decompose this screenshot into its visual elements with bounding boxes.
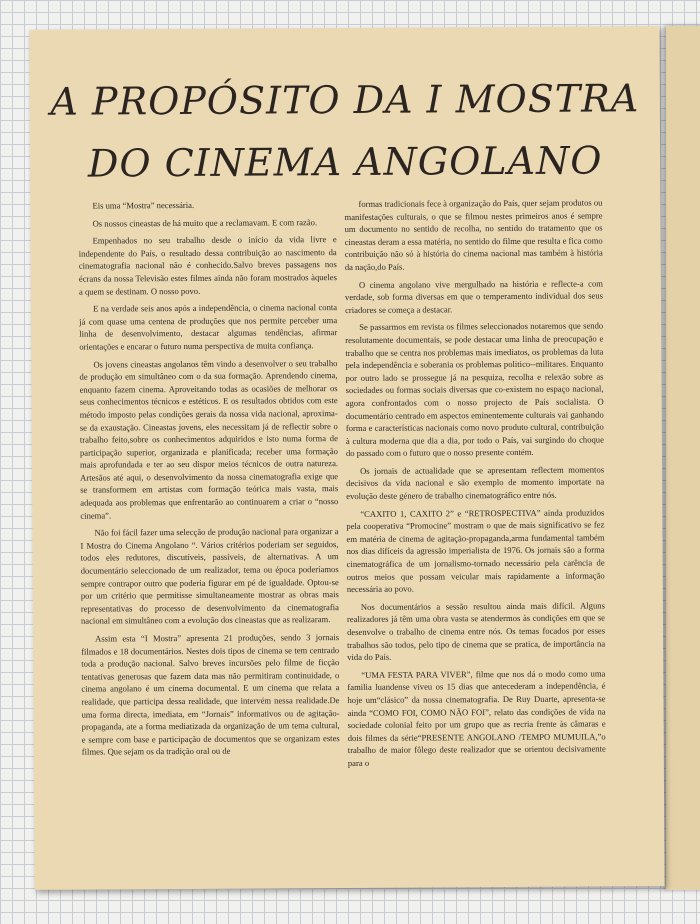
- paragraph: Nos documentários a sessão resultou ainda mais difícil. Alguns realizadores já têm uma obra vasta se atendermos às condições em que se desenvolve o trabalho de cinema entre nós. Os temas focados por esses trabalhos são todos, pelo tipo de cinema que se pratica, de importância na vida do País.: [346, 600, 606, 663]
- magazine-page: [29, 26, 664, 890]
- paragraph: Eis uma “Mostra” necessária.: [92, 199, 195, 211]
- article-title-line-2: DO CINEMA ANGOLANO: [87, 138, 603, 186]
- left-text-column: [78, 198, 339, 764]
- paragraph: formas tradicionais fece à organização do País, quer sejam produtos ou manifestações culturais, o que se filmou nestes primeiros anos é sempre um documento no sentido de recolha, no sentido do tratamento que os cineastas deram a essa matéria, no sentido do filme que resulta e fica como contribuição não só à história do cinema nacional mas também à história da nação,do País.: [344, 197, 603, 272]
- paragraph: Os jovens cineastas angolanos têm vindo a desenvolver o seu trabalho de produção em simultâneo com o da sua formação. Aprendendo cinema, enquanto fazem cinema. Aproveitando todas as ocasiões de melhorar os seus conhecimentos técnicos e estéticos. E os resultados obtidos com este método imposto pelas condições gerais da nossa vida nacional, aproxima-se da exaustação. Cineastas jovens, eles necessitam já de reflectir sobre o trabalho feito,sobre os conhecimentos adquiridos e isto numa forma de participação superior, organizada e planificada; receber uma formação mais aprofundada e ter ao seu dispor meios técnicos de outra natureza. Artesãos até aqui, o desenvolvimento da nossa cinematografia exige que se transformem em artistas com formação teórica mais vasta, mais adequada aos problemas que enfrentarão ao continuarem a criar o “nosso cinema”.: [79, 357, 339, 521]
- adjacent-page-edge: [666, 26, 700, 890]
- article-title-line-1: A PROPÓSITO DA I MOSTRA: [50, 76, 640, 124]
- paragraph: O cinema angolano vive mergulhado na história e reflecte-a com verdade, sob forma diversas em que o temperamento individual dos seus criadores se começa a destacar.: [344, 277, 604, 315]
- paragraph: Se passarmos em revista os filmes seleccionados notaremos que sendo resolutamente documentais, se pode destacar uma linha de preocupação e trabalho que se centra nos problemas mais imediatos, os problemas da luta pela independência e soberania os problemas politico--militares. Enquanto por outro lado se prossegue já na pesquiza, recolha e relexão sobre as sociedades ou formas sociais diversas que co-existem no espaço nacional, agora confrontados com o nosso projecto de País socialista. O documentário centrado em aspectos eminentemente culturais vai ganhando forma e características nacionais como novo produto cultural, contribuição à cultura moderna que dia a dia, por todo o País, vai surgindo do choque do passado com o futuro que o nosso presente contém.: [345, 320, 604, 459]
- paragraph: Os nossos cineastas de há muito que a reclamavam. E com razão.: [92, 216, 318, 229]
- paragraph: Os jornais de actualidade que se apresentam reflectem momentos decisivos da vida nacional e são exemplo de momento importate na evolução deste género de trabalho cinematográfico entre nós.: [346, 464, 605, 502]
- paragraph: Empenhados no seu trabalho desde o início da vida livre e independente do País, o resultado dessa contribuição ao nascimento da cinematografia nacional não é conhecido.Salvo breves passagens nos écrans da nossa Televisão estes filmes ainda não foram mostrados àqueles a quem se destinam. O nosso povo.: [78, 234, 337, 297]
- paragraph: “CAXITO 1, CAXITO 2” e “RETROSPECTIVA” ainda produzidos pela cooperativa “Promocine” mostram o que de mais significativo se fez em matéria de cinema de agitação-propaganda,arma fundamental também nos dias difíceis da agressão imperialista de 1976. Os jornais são a forma cinematográfica de um jornalismo-tornado necessário pela carência de outros meios que possam veicular mais rapidamente a informação necessária ao povo.: [346, 507, 605, 595]
- paragraph: Assim esta “I Mostra” apresenta 21 produções, sendo 3 jornais filmados e 18 documentários. Nestes dois tipos de cinema se tem centrado toda a produção nacional. Salvo breves incursões pelo filme de ficção tentativas generosas que fazem data mas não permitiram continuidade, o cinema angolano é um cinema documental. E um cinema que relata a realidade, que participa dessa realidade, que intervém nessa realidade.De uma forma directa, imediata, em “Jornais” informativos ou de agitação-propaganda, ate a forma mediatizada da organização de um tema cultural, e sempre com base e participação de documentos que se organizam estes filmes. Que sejam os da tradição oral ou de: [81, 632, 340, 757]
- right-text-column: [344, 196, 606, 774]
- paragraph: E na verdade seis anos após a independência, o cinema nacional conta já com quase uma centena de produções que nos permite perceber uma linha de desenvolvimento, destacar algumas tendências, afirmar orientações e encarar o futuro numa perspectiva de muita confiança.: [79, 302, 338, 352]
- paragraph: “UMA FESTA PARA VIVER”, filme que nos dá o modo como uma familia luandense viveu os 15 dias que antecederam a independência, é hoje um“clásico” da nossa cinematografia. De Ruy Duarte, apresenta-se ainda “COMO FOI, COMO NÃO FOI”, relato das condições de vida na sociedade colonial feito por um grupo que as recria frente às câmaras e dois filmes da série“PRESENTE ANGOLANO /TEMPO MUMUILA,”o trabalho de maior fôlego deste realizador que se orientou decisivamente para o: [347, 668, 606, 768]
- paragraph: Não foi fácil fazer uma selecção de produção nacional para organizar a I Mostra do Cinema Angolano “. Vários critérios poderiam ser seguidos, todos eles redutores, discutíveis, passíveis, de alternativas. A um documentário seleccionado de um realizador, tema ou época poderíamos sempre contrapor outro que poderia figurar em pé de igualdade. Optou-se por um critério que permitisse simultaneamente mostrar as obras mais representativas do processo de desenvolvimento da cinematografia nacional em simultâneo com a evolução dos cineastas que as realizaram.: [80, 526, 339, 627]
